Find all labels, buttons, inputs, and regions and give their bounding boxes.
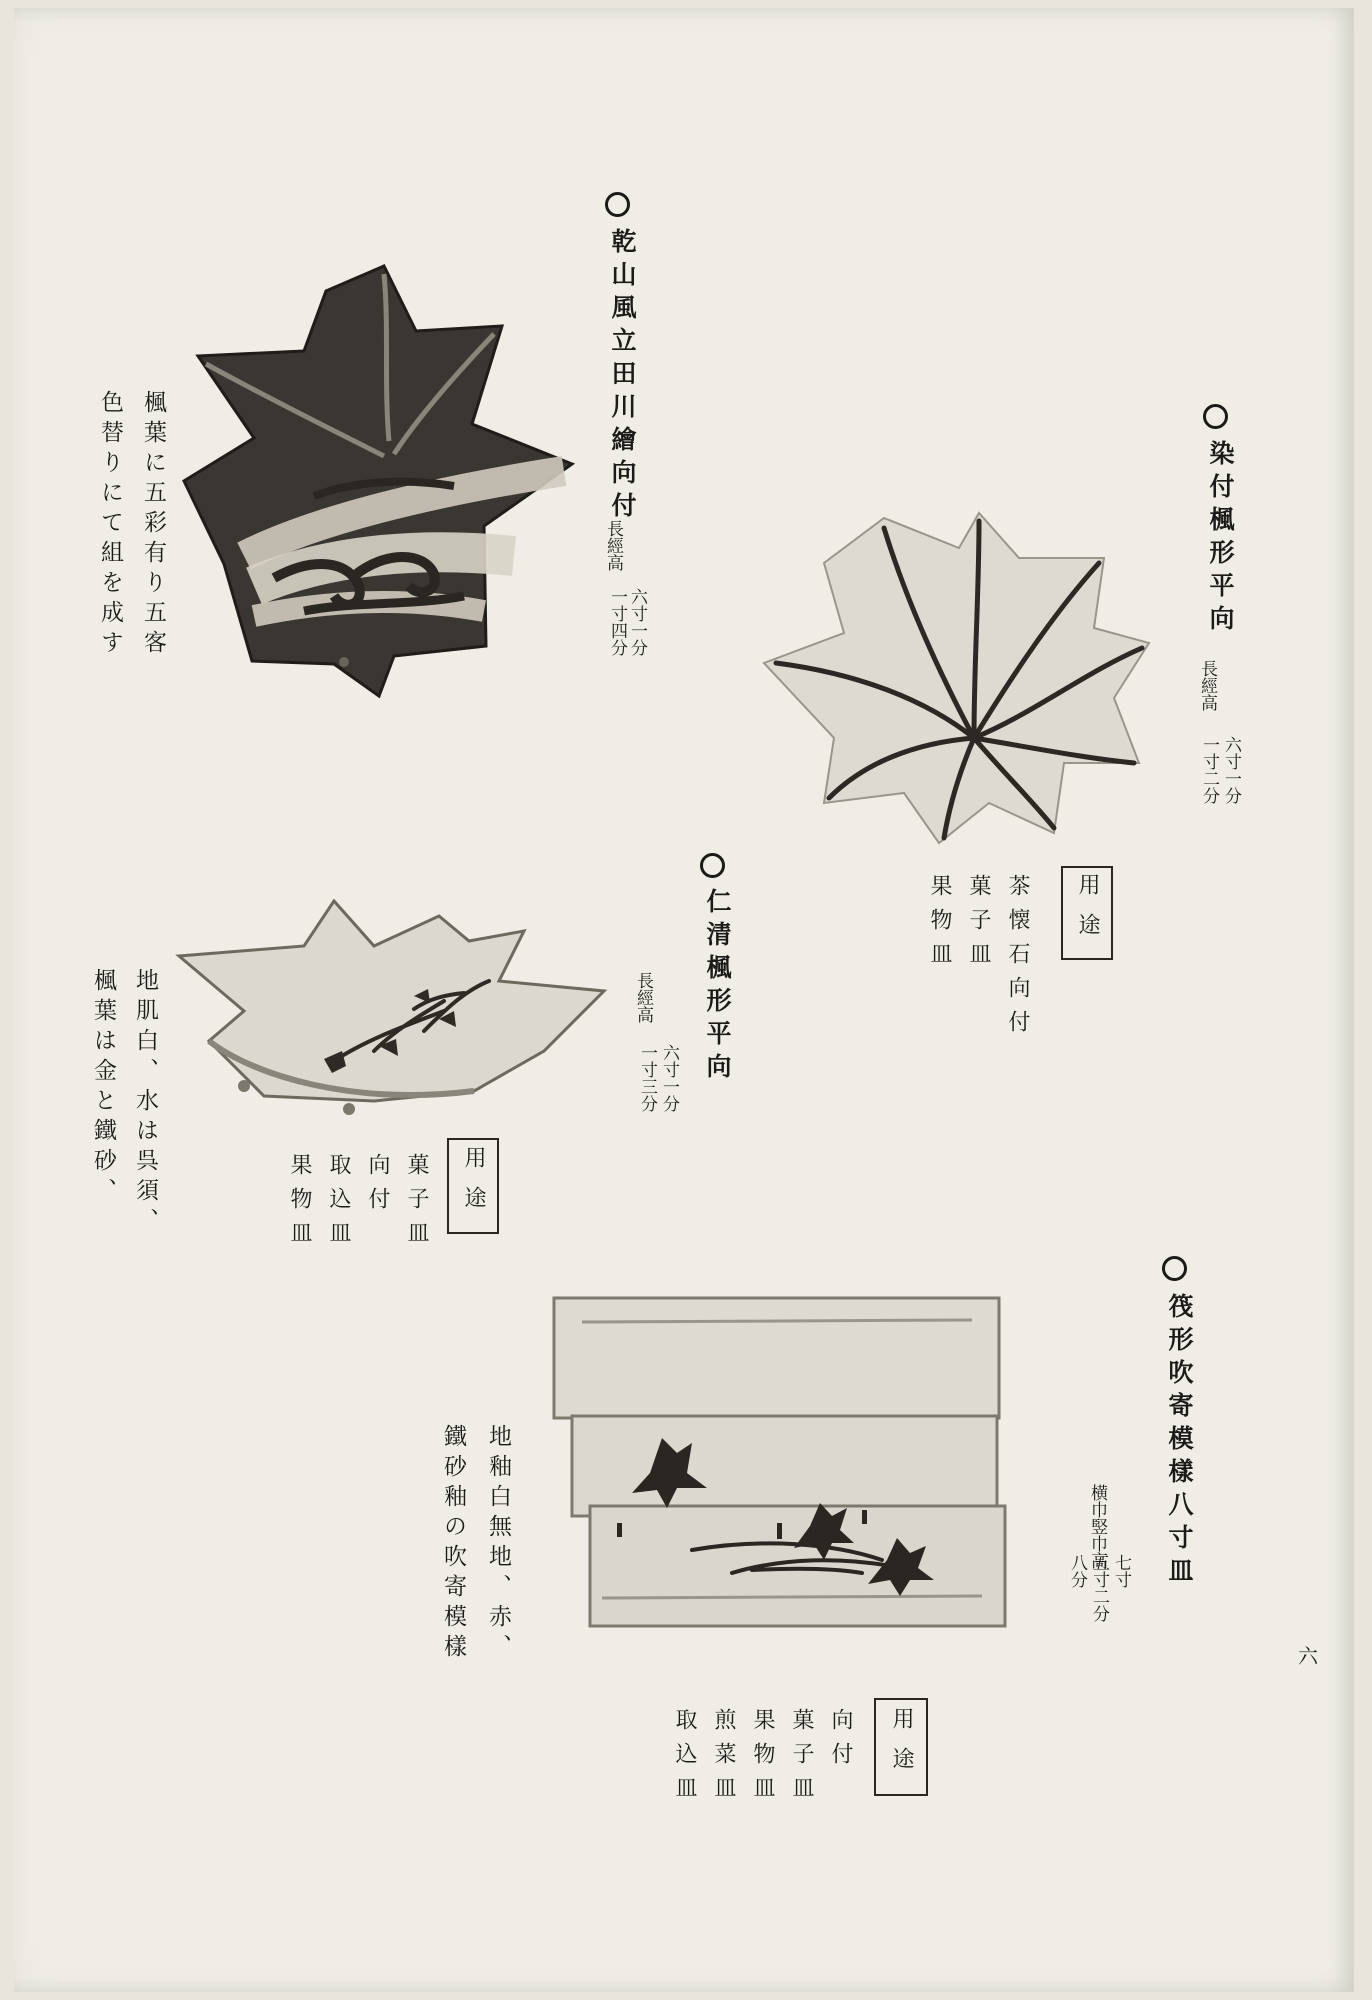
- item-1-dim-length: 六寸一分: [627, 588, 647, 656]
- item-3-note-line-2: 楓葉は金と鐵砂、: [90, 968, 116, 1208]
- item-4-use-1: 向付: [828, 1708, 853, 1776]
- bullet-circle-icon: [605, 192, 630, 217]
- item-4-use-5: 取込皿: [672, 1708, 697, 1810]
- item-4-note-line-2: 鐵砂釉の吹寄模樣: [440, 1424, 466, 1664]
- item-3-dim-length: 六寸一分: [659, 1044, 679, 1112]
- item-2-use-1: 茶懐石向付: [1005, 874, 1030, 1044]
- item-1-dim-keys: 長經高: [603, 520, 623, 571]
- item-3-use-3: 取込皿: [326, 1153, 351, 1255]
- item-4-dim-height: 八分: [1067, 1554, 1087, 1588]
- bullet-circle-icon: [1203, 404, 1228, 429]
- item-4-use-3: 果物皿: [750, 1708, 775, 1810]
- item-2-use-label: 用途: [1075, 873, 1100, 953]
- item-3-dim-height: 一寸三分: [637, 1044, 657, 1112]
- item-4-use-2: 菓子皿: [789, 1708, 814, 1810]
- item-4-dim-depth: 五寸二分: [1089, 1554, 1109, 1622]
- item-1-note-line-2: 色替りにて組を成す: [97, 390, 123, 660]
- item-3-title: 仁清楓形平向: [703, 888, 732, 1086]
- item-2-use-3: 果物皿: [927, 874, 952, 976]
- item-1-dim-height: 一寸四分: [607, 588, 627, 656]
- item-4-use-4: 煎菜皿: [711, 1708, 736, 1810]
- item-4-note-line-1: 地釉白無地、赤、: [485, 1424, 511, 1664]
- item-2-dim-length: 六寸一分: [1221, 736, 1241, 804]
- item-3-use-1: 菓子皿: [404, 1153, 429, 1255]
- kenzan-maple-dish-image: [184, 256, 584, 706]
- item-4-title: 筏形吹寄模樣八寸皿: [1165, 1293, 1194, 1590]
- item-3-dim-keys: 長經高: [633, 972, 653, 1023]
- raft-plate-image: [542, 1298, 1012, 1648]
- item-1-title: 乾山風立田川繪向付: [608, 228, 637, 525]
- ninsei-maple-dish-image: [174, 901, 614, 1116]
- item-3-use-box: [447, 1138, 499, 1234]
- bullet-circle-icon: [700, 853, 725, 878]
- item-3-use-label: 用途: [461, 1146, 486, 1226]
- catalog-page: [14, 8, 1354, 1992]
- item-3-use-2: 向付: [365, 1153, 390, 1221]
- sometsuke-maple-dish-image: [764, 513, 1154, 848]
- item-2-title: 染付楓形平向: [1206, 440, 1235, 638]
- item-4-use-label: 用途: [889, 1707, 914, 1787]
- item-1-note-line-1: 楓葉に五彩有り五客: [140, 390, 166, 660]
- page-number: 六: [1298, 1644, 1318, 1668]
- item-4-use-box: [874, 1698, 928, 1796]
- item-3-note-line-1: 地肌白、水は呉須、: [132, 968, 158, 1238]
- item-2-use-box: [1061, 866, 1113, 960]
- item-2-dim-height: 一寸二分: [1199, 736, 1219, 804]
- item-2-use-2: 菓子皿: [966, 874, 991, 976]
- item-3-use-4: 果物皿: [287, 1153, 312, 1255]
- item-2-dim-keys: 長經高: [1197, 660, 1217, 711]
- item-4-dim-keys: 横巾竪巾高: [1087, 1484, 1107, 1569]
- bullet-circle-icon: [1162, 1256, 1187, 1281]
- item-4-dim-width: 七寸: [1111, 1554, 1131, 1588]
